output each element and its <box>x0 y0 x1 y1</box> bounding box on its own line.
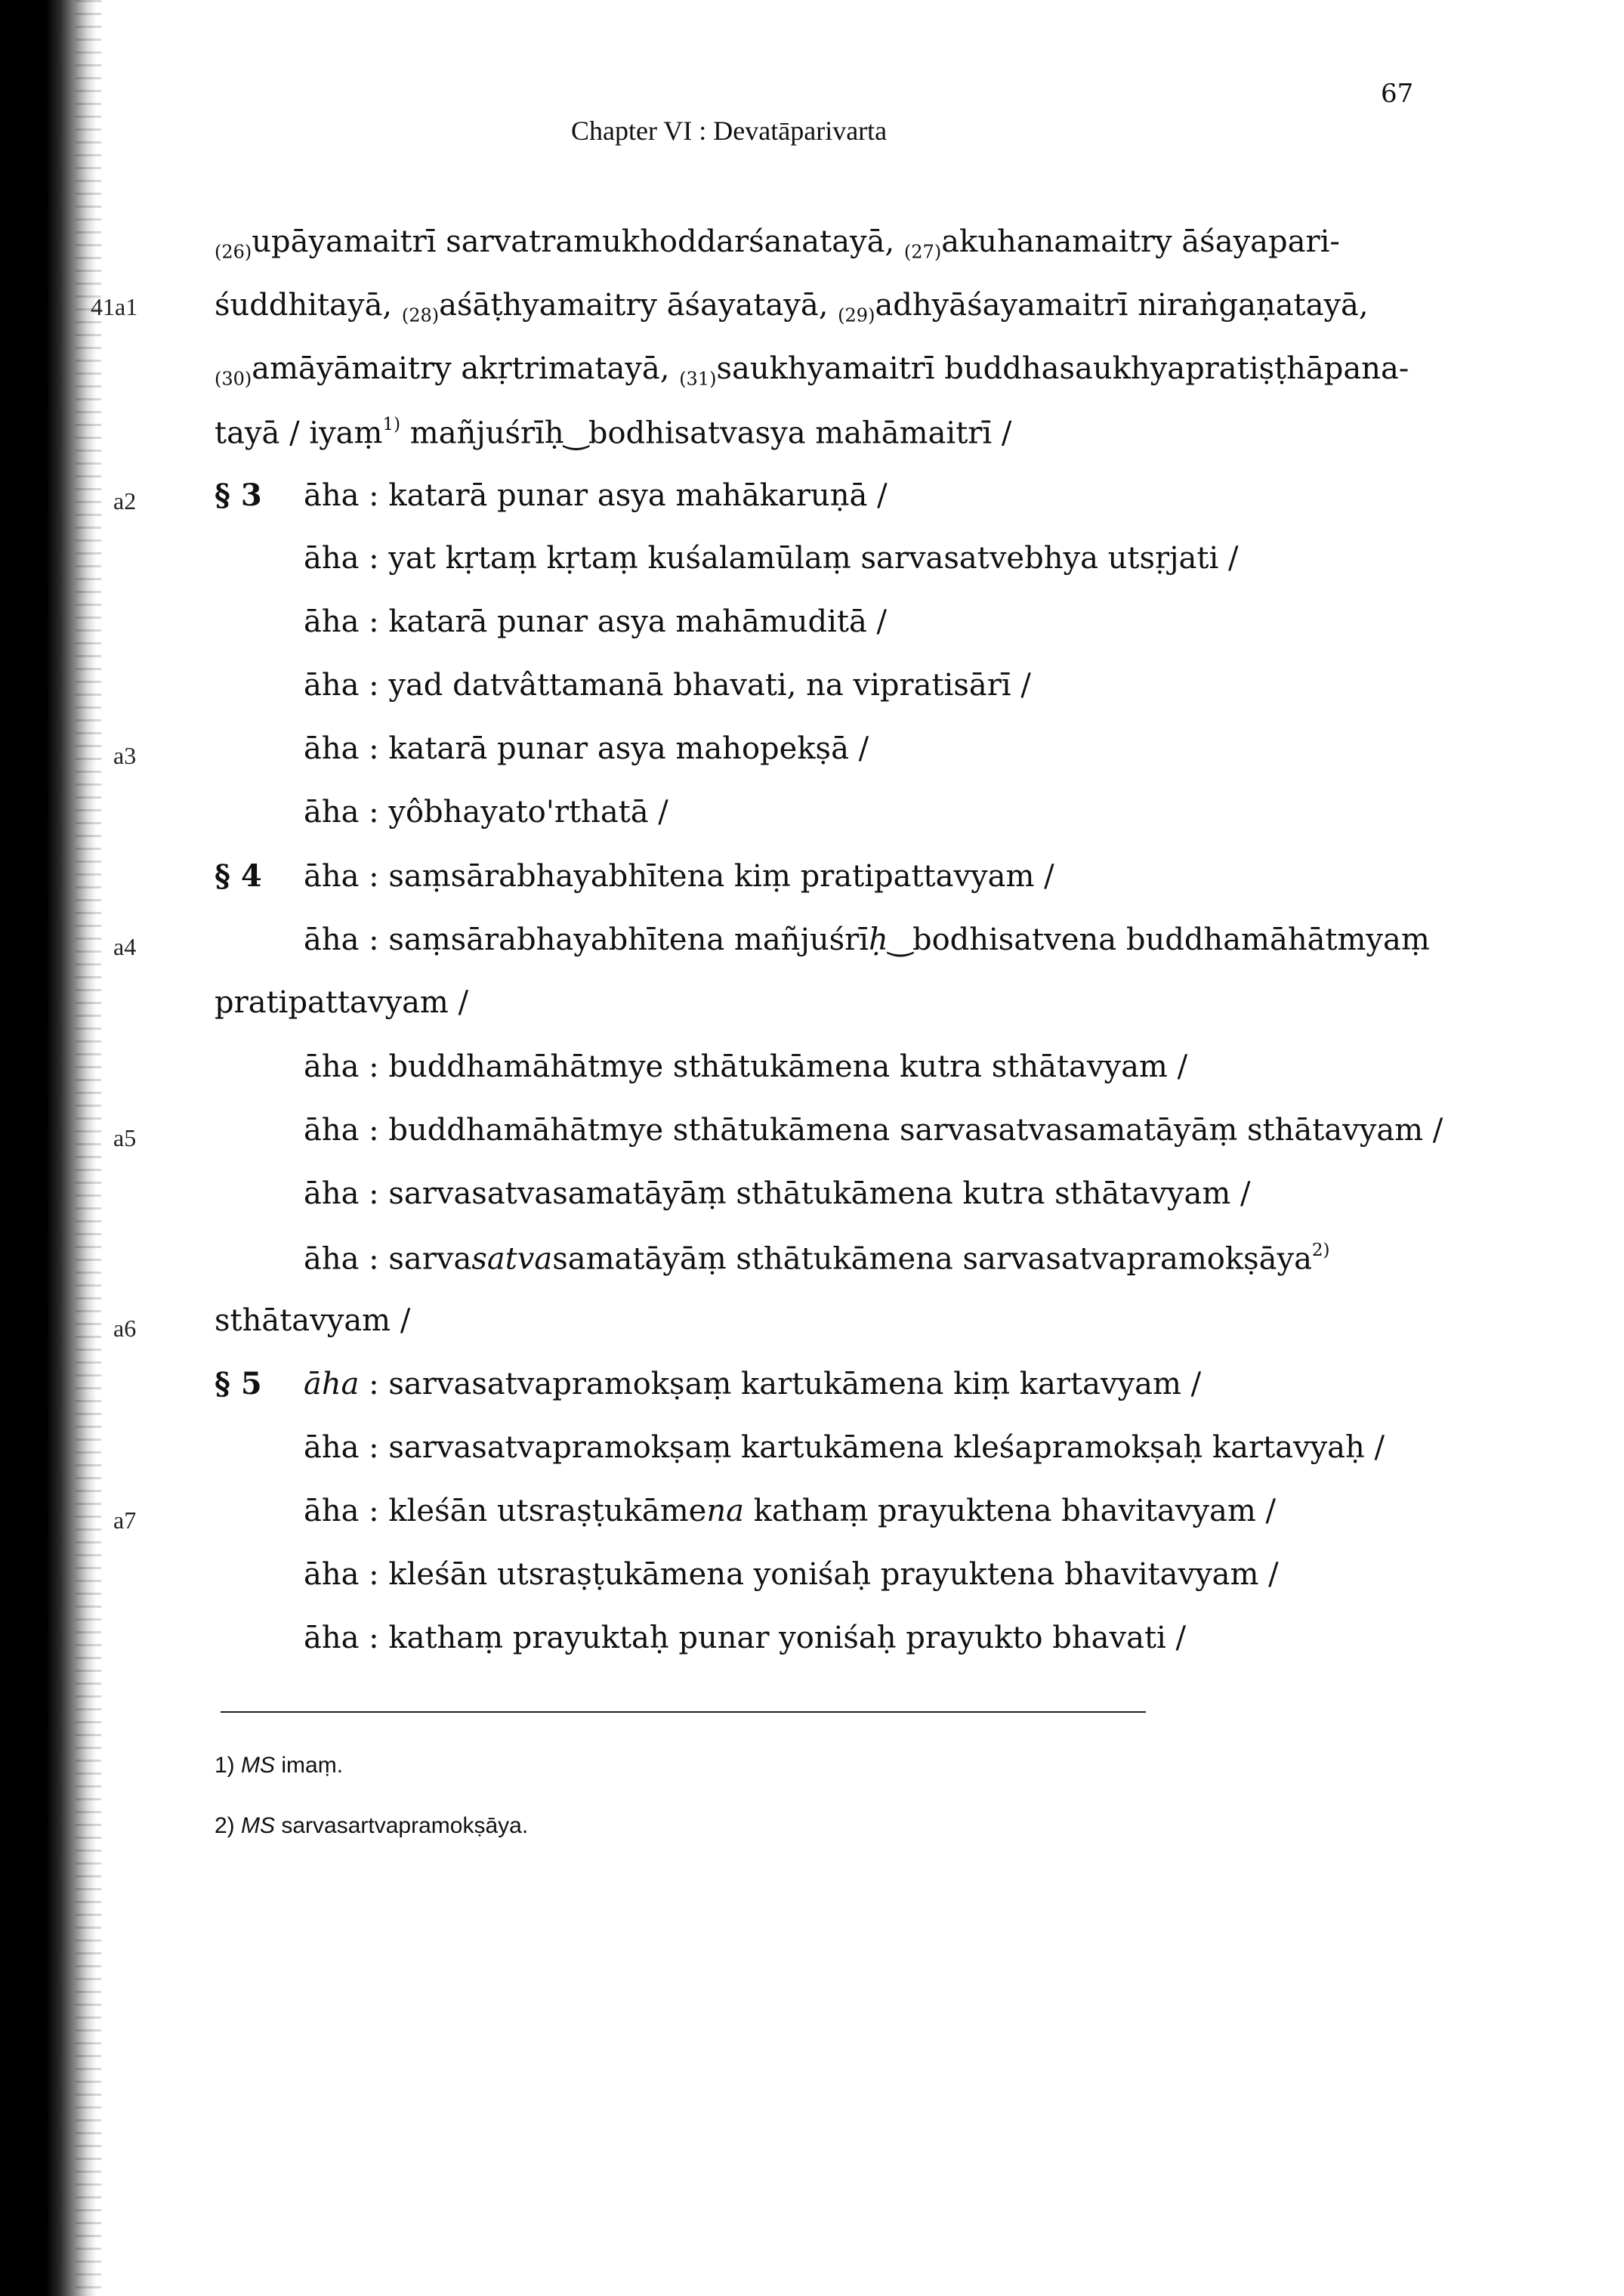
text-line <box>215 858 262 894</box>
text-line <box>215 351 1409 390</box>
text-line: āha : katarā punar asya mahākaruṇā / <box>304 478 888 513</box>
item-number: (29) <box>838 304 875 326</box>
text-run: tayā / iyaṃ <box>215 416 383 451</box>
text-run: adhyāśayamaitrī niraṅgaṇatayā, <box>875 288 1369 323</box>
text-run: akuhanamaitry āśayapari- <box>941 224 1340 259</box>
item-number: (28) <box>401 304 440 326</box>
footnote-ref: 1) <box>382 415 401 434</box>
text-run: aśāṭhyamaitry āśayatayā, <box>439 288 838 323</box>
margin-label: a5 <box>113 1124 137 1151</box>
footnote <box>215 1813 528 1839</box>
text-run: āha : saṃsārabhayabhītena mañjuśrī <box>304 922 869 957</box>
text-line: āha : kleśān utsraṣṭukāmena yoniśaḥ prayuktena bhavitavyam / <box>304 1557 1279 1592</box>
text-line: āha : yat kṛtaṃ kṛtaṃ kuśalamūlaṃ sarvasatvebhya utsṛjati / <box>304 541 1239 576</box>
footnote-ref: 2) <box>1311 1241 1330 1260</box>
text-line <box>215 224 1340 263</box>
footnote-number: 2) <box>215 1813 235 1838</box>
text-line: āha : sarvasatvapramokṣaṃ kartukāmena kleśapramokṣaḥ kartavyaḥ / <box>304 1430 1385 1465</box>
text-line: āha : saṃsārabhayabhītena kiṃ pratipattavyam / <box>304 859 1054 894</box>
margin-label: a7 <box>113 1506 137 1534</box>
text-line <box>215 477 262 513</box>
text-line: āha : yad datvâttamanā bhavati, na vipratisārī / <box>304 668 1031 703</box>
footnote-source: MS <box>241 1813 276 1838</box>
section-mark: § 4 <box>215 858 262 894</box>
text-run: upāyamaitrī sarvatramukhoddarśanatayā, <box>252 224 904 259</box>
margin-label: a2 <box>113 487 137 515</box>
margin-label: a4 <box>113 933 137 960</box>
page-number: 67 <box>1381 79 1414 109</box>
text-run-italic: na <box>706 1494 744 1528</box>
item-number: (27) <box>903 241 942 263</box>
footnote-rule <box>221 1711 1146 1713</box>
text-line: āha : buddhamāhātmye sthātukāmena kutra sthātavyam / <box>304 1049 1188 1084</box>
text-line: sthātavyam / <box>215 1303 411 1338</box>
text-line: āha : buddhamāhātmye sthātukāmena sarvasatvasamatāyāṃ sthātavyam / <box>304 1113 1443 1148</box>
footnote-text: imaṃ. <box>275 1753 344 1778</box>
text-run-italic: satva <box>471 1241 553 1277</box>
item-number: (26) <box>215 241 252 263</box>
margin-label: 41a1 <box>91 293 138 320</box>
text-line: āha : sarvasatvasamatāyāṃ sthātukāmena kutra sthātavyam / <box>304 1176 1251 1211</box>
item-number: (30) <box>215 368 252 390</box>
text-line <box>304 1369 1201 1399</box>
footnote-source: MS <box>241 1753 276 1778</box>
text-run: kathaṃ prayuktena bhavitavyam / <box>743 1494 1276 1528</box>
text-run: āha : sarva <box>304 1241 472 1277</box>
text-line <box>215 290 1369 324</box>
text-run: āha : kleśān utsraṣṭukāme <box>304 1494 707 1528</box>
text-run-italic: āha <box>304 1367 360 1401</box>
text-line: āha : katarā punar asya mahopekṣā / <box>304 731 869 766</box>
section-mark: § 5 <box>215 1366 262 1401</box>
text-line <box>304 922 1430 957</box>
section-mark: § 3 <box>215 477 262 513</box>
text-run-italic: ḥ <box>869 922 888 957</box>
running-head: Chapter VI : Devatāparivarta <box>571 116 888 146</box>
item-number: (31) <box>679 368 717 390</box>
text-line: āha : katarā punar asya mahāmuditā / <box>304 604 887 639</box>
text-line <box>304 1241 1330 1277</box>
text-run: saukhyamaitrī buddhasaukhyapratiṣṭhāpana- <box>716 351 1409 386</box>
text-line: pratipattavyam / <box>215 985 469 1020</box>
text-line <box>304 1496 1276 1526</box>
footnote-number: 1) <box>215 1753 235 1778</box>
text-line: āha : yôbhayato'rthatā / <box>304 795 668 830</box>
text-run: : sarvasatvapramokṣaṃ kartukāmena kiṃ kartavyam / <box>359 1367 1202 1401</box>
text-line: āha : kathaṃ prayuktaḥ punar yoniśaḥ prayukto bhavati / <box>304 1621 1187 1655</box>
spine-speckle <box>76 0 101 2296</box>
footnote-text: sarvasartvapramokṣāya. <box>275 1813 529 1838</box>
text-run: samatāyāṃ sthātukāmena sarvasatvapramokṣāya <box>552 1241 1312 1277</box>
margin-label: a3 <box>113 742 137 769</box>
text-run: śuddhitayā, <box>215 288 402 323</box>
text-run: mañjuśrīḥ‿bodhisatvasya mahāmaitrī / <box>400 416 1012 451</box>
text-run: ‿bodhisatvena buddhamāhātmyaṃ <box>888 922 1430 957</box>
text-run: amāyāmaitry akṛtrimatayā, <box>252 351 680 386</box>
text-line <box>215 1366 262 1401</box>
text-line <box>215 415 1012 451</box>
footnote <box>215 1753 343 1778</box>
margin-label: a6 <box>113 1315 137 1342</box>
